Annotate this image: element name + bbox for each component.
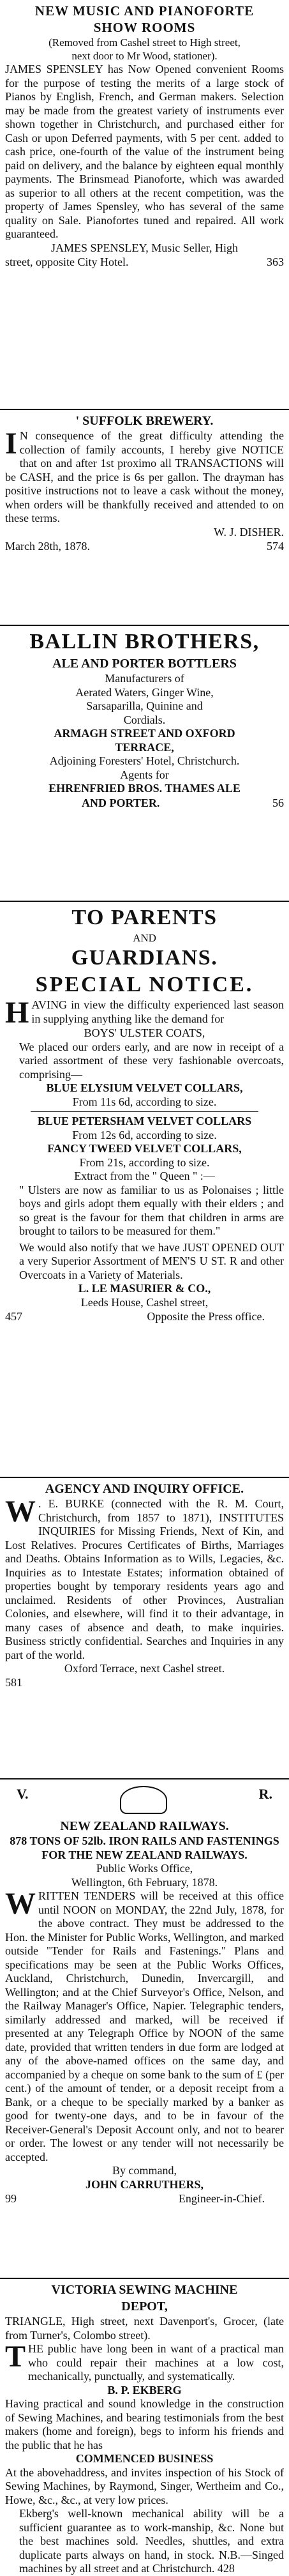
ad-title-and: AND [133,932,156,944]
drop-cap: I [5,427,17,461]
ad-body: " Ulsters are now as familiar to us as Polonaises ; little boys and girls adopt them equally with their elders ; and so great is the favour for them that children in arms are brought to tailors to be measured for them." [19,1183,284,1237]
ad-nz-railways [0,1780,289,2278]
ad-address: TERRACE, [115,740,174,754]
crest-letter-v: V. [17,1786,29,1802]
ad-body [5,1497,284,1662]
ad-body-text: RITTEN TENDERS will be received at this office until NOON on MONDAY, the 22nd July, 1878, for the above contract. They must be addressed to the Hon. the Minister for Public Works, Wellington, and marked outside "Tender for Rails and Fastenings." Plans and specifications may be seen at the Public Works Offices, Auckland, Christchurch, Dunedin, Invercargill, and Wellington; and at the Chief Surveyor's Office, Nelson, and the Railway Manager's Office, Napier. Telegraphic tenders, similarly addressed and marked, will be received if presented at any Telegraph Office by NOON of the same date, provided that written tenders in due form are lodged at any of the above-named offices on the same day, and accompanied by a cheque on some bank to the sum of £ (per cent.) of the amount of tender, or a deposit receipt from a Bank, or a cheque to be specially marked by a banker as good for twenty-one days, and to be in favour of the Receiver-General's Deposit Account only, and not to bearer or order. The lowest or any tender will not necessarily be accepted. [5,1889,284,2163]
ad-subheading: COMMENCED BUSINESS [75,2452,214,2465]
drop-cap: H [5,996,29,1030]
ad-title: VICTORIA SEWING MACHINE [51,2283,238,2297]
ad-text: Agents for [120,768,169,781]
ad-title: AGENCY AND INQUIRY OFFICE. [45,1482,244,1496]
ad-text: BOYS' ULSTER COATS, [84,1026,205,1039]
ad-subtitle: ALE AND PORTER BOTTLERS [52,657,237,671]
ad-body: We would also notify that we have JUST OPENED OUT a very Superior Assortment of MEN'S U ST. R and other Overcoats in a Variety of Materials. [19,1240,284,1281]
ad-body-text: . E. BURKE (connected with the R. M. Court, Christchurch, from 1857 to 1871), INSTITUTES INQUIRIES for Missing Friends, Next of Kin, and Lost Relatives. Procures Certificates of Births, Marriages and Deaths. Obtains Information as to Wills, Legacies, &c. Inquiries as to Intestate Estates; information obtained of properties bought by temporary residents years ago and unclaimed. Residents of other Provinces, Australian Colonies, and elsewhere, will find it to their advantage, in many cases of absence and death, to make inquiries. Business strictly confidential. Searches and Inquiries in any part of the world. [5,1497,284,1661]
ad-text: Manufacturers of [105,672,184,685]
ad-text: Cordials. [123,713,166,726]
ad-number: 581 [5,1675,22,1689]
ad-body: Having practical and sound knowledge in the construction of Sewing Machines, and bearing testimonials from the best makers (home and foreign), begs to inform his friends and the public that he has [5,2397,284,2451]
divider [31,1111,258,1112]
ad-suffolk-brewery [0,410,289,625]
royal-crest-icon [120,1786,167,1814]
ad-agent: EHRENFRIED BROS. THAMES ALE [48,782,241,795]
ad-address-2: Opposite the Press office. [147,1310,265,1323]
ad-number: 99 [5,2192,17,2205]
ad-office: Public Works Office, [96,1862,193,1875]
ad-signature: W. J. DISHER. [214,525,284,538]
ad-title: NEW MUSIC AND PIANOFORTE [34,3,255,19]
ad-signature: JAMES SPENSLEY, Music Seller, High [51,241,238,254]
ad-body [5,996,284,1030]
crest-letter-r: R. [258,1786,272,1802]
ad-number: 574 [267,540,284,553]
ad-body: At the abovehaddress, and invites inspection of his Stock of Sewing Machines, by Raymond, Singer, Wertheim and Co., Howe, &c., &c., at very low prices. [5,2465,284,2506]
ad-date: March 28th, 1878. [5,540,90,553]
ad-item: BLUE ELYSIUM VELVET COLLARS, [46,1081,243,1094]
drop-cap: W [5,1495,36,1528]
ad-subtitle: 878 TONS OF 52lb. IRON RAILS AND FASTENINGS FOR THE NEW ZEALAND RAILWAYS. [10,1834,279,1861]
ad-item-price: From 12s 6d, according to size. [72,1128,217,1141]
ad-number: 56 [272,796,284,809]
ad-address: Oxford Terrace, next Cashel street. [64,1662,225,1675]
ad-music-pianoforte [0,0,289,409]
ad-title-2: GUARDIANS. [71,946,218,970]
ad-title: TO PARENTS [71,906,218,929]
ad-address: ARMAGH STREET AND OXFORD [54,727,235,740]
ad-body-text: HE public have long been in want of a practical man who could repair their machines at a low cost, mechanically, punctually, and systematically. [28,2342,284,2382]
ad-item: FANCY TWEED VELVET COLLARS, [47,1142,242,1155]
ad-text: Aerated Waters, Ginger Wine, [75,685,214,699]
ad-body [5,2342,284,2384]
ad-ballin-brothers [0,626,289,901]
ad-text: Extract from the " Queen " :— [74,1170,215,1182]
ad-number: 363 [267,255,284,268]
ad-text: Sarsaparilla, Quinine and [86,699,203,712]
ad-address: Adjoining Foresters' Hotel, Christchurch. [49,754,240,767]
ad-agency-inquiry [0,1478,289,1778]
ad-address: Leeds House, Cashel street, [80,1295,209,1309]
ad-title-3: SPECIAL NOTICE. [35,973,254,996]
ad-body [5,429,284,526]
ad-title-2: SHOW ROOMS [93,20,196,35]
ad-body: JAMES SPENSLEY has Now Opened convenient Rooms for the purpose of testing the merits of a large stock of Pianos by English, French, and German makers. Selection may be made from the greatest variety of instruments ever shown together in Christchurch, and purchased either for Cash or upon Deferred payments, with 5 per cent. added to cash price, one-fourth of the value of the instrument being paid on delivery, and the balance by eighteen equal monthly payments. The Brinsmead Pianoforte, which was awarded as superior to all others at the recent competition, was the property of James Spensley, who has several of the same quality on Sale. Pianofortes tuned and repaired. All work guaranteed. [5,63,284,240]
ad-title: BALLIN BROTHERS, [29,630,260,653]
drop-cap: T [5,2340,26,2374]
ad-body: We placed our orders early, and are now in receipt of a varied assortment of these very fashionable overcoats, comprising— [19,1040,284,1081]
ad-body-text: N consequence of the great difficulty attending the collection of family accounts, I hereby give NOTICE that on and after 1st proximo all TRANSACTIONS will be CASH, and the price is 6s per gallon. The drayman has positive instructions not to leave a cask without the money, when orders will be thankfully received and attended to on these terms. [5,429,284,524]
ad-victoria-sewing [0,2279,289,2575]
ad-name: B. P. EKBERG [107,2383,182,2397]
ad-address: TRIANGLE, High street, next Davenport's, Grocer, (late from Turner's, Colombo street). [5,2315,284,2342]
ad-item: BLUE PETERSHAM VELVET COLLARS [37,1115,252,1127]
crest-row [5,1782,284,1818]
ad-parents-guardians [0,902,289,1477]
drop-cap: W [5,1887,36,1921]
ad-text: By command, [112,2164,177,2177]
ad-item-price: From 11s 6d, according to size. [72,1095,217,1108]
ad-signature-role: Engineer-in-Chief. [178,2192,265,2205]
ad-signature-2: street, opposite City Hotel. [5,255,129,268]
ad-item-price: From 21s, according to size. [79,1155,210,1169]
ad-signature: L. LE MASURIER & CO., [78,1282,211,1295]
ad-title-2: DEPOT, [121,2299,168,2313]
ad-body [5,1889,284,2164]
ad-number: 457 [5,1310,22,1323]
ad-subtitle-2: next door to Mr Wood, stationer). [71,50,218,62]
ad-date: Wellington, 6th February, 1878. [71,1875,218,1889]
ad-subtitle: (Removed from Cashel street to High street, [48,36,241,49]
ad-body: Ekberg's well-known mechanical ability will be a sufficient guarantee as to work-manship, &c. None but the best machines sold. Needles, shuttles, and extra duplicate parts always on hand, in stock. N.B.—Singed machines by all street and at Christchurch. 428 [19,2507,284,2575]
ad-signature: JOHN CARRUTHERS, [85,2177,204,2191]
ad-agent-2: AND PORTER. [82,796,160,809]
ad-title: ' SUFFOLK BREWERY. [75,414,214,428]
ad-title: NEW ZEALAND RAILWAYS. [60,1819,229,1833]
ad-body-text: AVING in view the difficulty experienced last season in supplying anything like the demand for [31,998,284,1025]
